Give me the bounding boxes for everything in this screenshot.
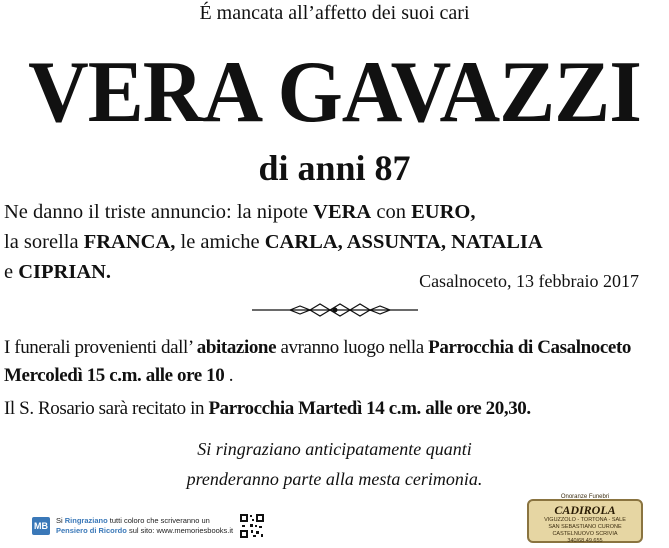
funeral-agency-logo [527,494,643,544]
rosary-info: Il S. Rosario sarà recitato in Parrocchia Martedì 14 c.m. alle ore 20,30. [4,398,531,419]
thanks-message: Si ringraziano anticipatamente quanti prenderanno parte alla mesta cerimonia. [186,439,483,489]
agency-name: CADIROLA [554,503,616,517]
agency-top-label: Onoranze Funebri [560,494,610,500]
memoriesbooks-banner[interactable] [32,513,265,539]
agency-phone: 340/68.49.655 [567,538,603,544]
memoriesbooks-text: Si Ringraziano tutti coloro che scriveranno un Pensiero di Ricordo sul sito: www.memoriesbooks.it [56,516,234,535]
age-line: di anni 87 [258,148,411,188]
memoriesbooks-logo-icon: MB [32,517,50,535]
agency-locations-3: CASTELNUOVO SCRIVIA [552,531,618,537]
agency-locations-1: VIGUZZOLO - TORTONA - SALE [544,517,626,523]
announcement: Ne danno il triste annuncio: la nipote VERA con EURO, la sorella FRANCA, le amiche CARLA, ASSUNTA, NATALIA e CIPRIAN. [4,201,543,283]
qr-code-icon[interactable] [239,513,265,539]
deceased-name: VERA GAVAZZI [28,43,641,141]
agency-locations-2: SAN SEBASTIANO CURONE [548,524,622,530]
place-date: Casalnoceto, 13 febbraio 2017 [419,271,639,291]
ornament-divider [250,300,420,320]
funeral-info: I funerali provenienti dall’ abitazione avranno luogo nella Parrocchia di Casalnoceto Mercoledì 15 c.m. alle ore 10 . [4,337,631,386]
intro-line: É mancata all’affetto dei suoi cari [199,2,470,24]
